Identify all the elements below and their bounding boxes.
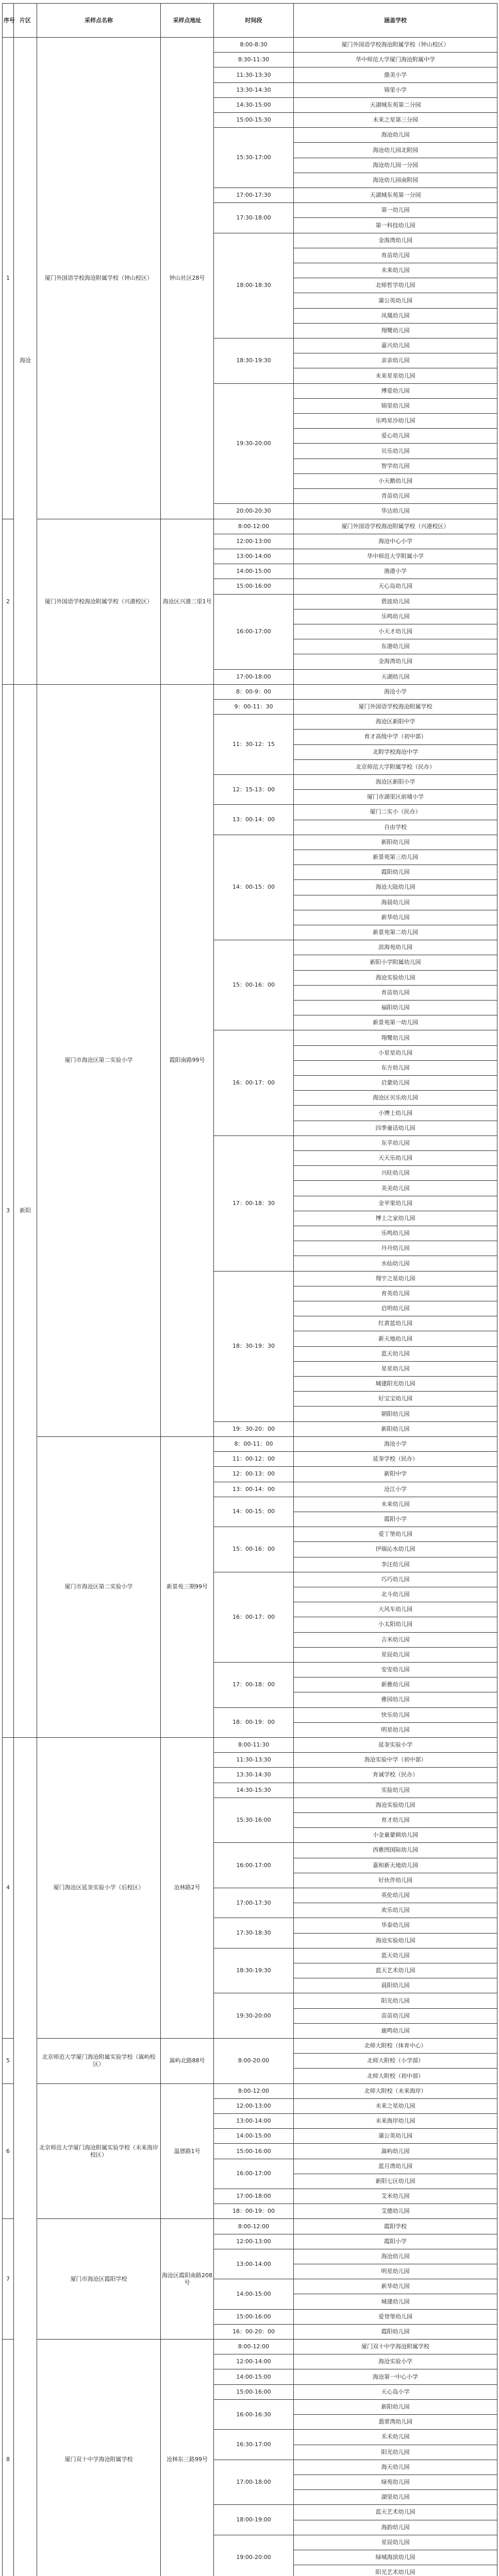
school-cell: 吉米幼儿园 [294, 1632, 497, 1647]
time-slot-cell: 8:00-11:30 [214, 1737, 294, 1752]
school-cell: 新华幼儿园 [294, 910, 497, 925]
row-number-cell: 6 [3, 2083, 14, 2219]
time-slot-cell: 17:30-18:30 [214, 1918, 294, 1948]
time-slot-cell: 13:00-14:00 [214, 549, 294, 564]
school-cell: 锦里小学 [294, 82, 497, 97]
school-cell: 华泰幼儿园 [294, 1918, 497, 1933]
school-cell: 新阳幼儿园 [294, 1421, 497, 1436]
school-cell: 快乐幼儿园 [294, 1707, 497, 1722]
school-cell: 好宝宝幼儿园 [294, 1392, 497, 1406]
time-slot-cell: 8:00-12:00 [214, 2083, 294, 2098]
table-row [3, 684, 497, 699]
time-slot-cell: 13:30-14:30 [214, 1768, 294, 1783]
school-cell: 蓝天艺术幼儿园 [294, 2505, 497, 2520]
school-cell: 水仙幼儿园 [294, 1256, 497, 1271]
time-slot-cell: 14:00-15:00 [214, 2369, 294, 2384]
time-slot-cell: 11：30-12：15 [214, 715, 294, 775]
school-cell: 新景苑第二幼儿园 [294, 925, 497, 940]
school-cell: 海沧幼儿园 [294, 128, 497, 143]
school-cell: 海沧实验幼儿园 [294, 1933, 497, 1948]
school-cell: 乐鸣幼儿园 [294, 609, 497, 624]
school-cell: 蒲公英幼儿园 [294, 293, 497, 308]
school-cell: 启蒙幼儿园 [294, 1076, 497, 1091]
school-cell: 海沧幼儿园南附园 [294, 173, 497, 188]
header-time: 时间段 [214, 4, 294, 38]
time-slot-cell: 16:00-17:00 [214, 1843, 294, 1888]
site-name-cell: 北京师范大学厦门海沧附属实验学校（未来海岸校区） [37, 2083, 161, 2219]
time-slot-cell: 17:00-17:30 [214, 1888, 294, 1918]
row-number-cell: 4 [3, 1737, 14, 2038]
header-site: 采样点名称 [37, 4, 161, 38]
school-cell: 小金童蒙顿幼儿园 [294, 1828, 497, 1843]
school-cell: 博爱幼儿园 [294, 383, 497, 398]
time-slot-cell: 15:00-16:00 [214, 579, 294, 594]
school-cell: 红黄蓝幼儿园 [294, 1316, 497, 1331]
time-slot-cell: 16:00-17:00 [214, 594, 294, 669]
school-cell: 嘉和新天地幼儿园 [294, 1858, 497, 1873]
time-slot-cell: 15:30-17:00 [214, 128, 294, 188]
time-slot-cell: 13：00-14：00 [214, 805, 294, 835]
header-district: 片区 [14, 4, 37, 38]
site-name-cell: 厦门市海沧区第二实验小学 [37, 1436, 161, 1737]
site-address-cell: 沧林路2号 [161, 1737, 214, 2038]
school-cell: 延奎学校（民办） [294, 1452, 497, 1467]
school-cell: 李汪幼儿园 [294, 1557, 497, 1572]
school-cell: 锦里幼儿园 [294, 398, 497, 413]
school-cell: 美美幼儿园 [294, 1181, 497, 1196]
school-cell: 福阳幼儿园 [294, 1001, 497, 1015]
district-cell: 新阳 [14, 684, 37, 1737]
school-cell: 霞阳小学 [294, 1512, 497, 1527]
time-slot-cell: 11:30-13:30 [214, 67, 294, 82]
school-cell: 贝乐幼儿园 [294, 444, 497, 459]
school-cell: 育才高级中学（初中部） [294, 730, 497, 744]
site-address-cell: 温厝路1号 [161, 2083, 214, 2219]
school-cell: 第一科技幼儿园 [294, 218, 497, 233]
site-address-cell: 沧林东三路99号 [161, 2340, 214, 2576]
time-slot-cell: 19:00-20:00 [214, 2535, 294, 2576]
school-cell: 星辰幼儿园 [294, 1647, 497, 1662]
school-cell: 阳光艺术幼儿园 [294, 2565, 497, 2576]
school-cell: 自由学校 [294, 820, 497, 835]
school-cell: 未来海岸幼儿园 [294, 2114, 497, 2129]
time-slot-cell: 12:00-13:00 [214, 534, 294, 549]
school-cell: 城建幼儿园 [294, 2294, 497, 2309]
school-cell: 绿城海滨幼儿园 [294, 2550, 497, 2565]
time-slot-cell: 8：00-11：00 [214, 1436, 294, 1451]
school-cell: 霞阳小学 [294, 2234, 497, 2249]
school-cell: 天湖幼儿园 [294, 669, 497, 684]
school-cell: 金海湾幼儿园 [294, 233, 497, 248]
time-slot-cell: 15：00-16：00 [214, 1527, 294, 1572]
school-cell: 海沧实验小学 [294, 2354, 497, 2369]
time-slot-cell: 18：00-19：00 [214, 2204, 294, 2219]
school-cell: 翔鹭幼儿园 [294, 1030, 497, 1045]
school-cell: 北附学校海沧中学 [294, 744, 497, 759]
time-slot-cell: 8:00-12:00 [214, 2219, 294, 2234]
school-cell: 育英幼儿园 [294, 1286, 497, 1301]
school-cell: 城建阳光幼儿园 [294, 1377, 497, 1392]
time-slot-cell: 12：15-13：00 [214, 774, 294, 804]
school-cell: 新阳幼儿园 [294, 835, 497, 850]
school-cell: 渔港小学 [294, 564, 497, 579]
school-cell: 延奎实验小学 [294, 1737, 497, 1752]
table-row [3, 1737, 497, 1752]
school-cell: 霞阳幼儿园 [294, 865, 497, 880]
time-slot-cell: 16：00-17：00 [214, 1572, 294, 1662]
time-slot-cell: 14：00-15：00 [214, 835, 294, 940]
school-cell: 新天地幼儿园 [294, 1331, 497, 1346]
school-cell: 海晨幼儿园 [294, 895, 497, 910]
site-name-cell: 北京师范大学厦门海沧附属实验学校（嵩屿校区） [37, 2039, 161, 2084]
site-address-cell: 嵩屿北路88号 [161, 2039, 214, 2084]
time-slot-cell: 8:30-11:30 [214, 53, 294, 67]
row-number-cell: 5 [3, 2039, 14, 2084]
time-slot-cell: 12:00-14:00 [214, 2354, 294, 2369]
time-slot-cell: 13:00-14:00 [214, 2249, 294, 2279]
school-cell: 天心岛幼儿园 [294, 579, 497, 594]
school-cell: 海沧区新阳中学 [294, 715, 497, 730]
site-name-cell: 厦门市海沧区霞阳学校 [37, 2219, 161, 2340]
school-cell: 海沧大陆幼儿园 [294, 880, 497, 895]
school-cell: 海沧第一中心小学 [294, 2369, 497, 2384]
school-cell: 欢乐幼儿园 [294, 1903, 497, 1918]
school-cell: 英伦幼儿园 [294, 1888, 497, 1903]
school-cell: 霞阳幼儿园 [294, 2324, 497, 2339]
school-cell: 小星星幼儿园 [294, 1045, 497, 1060]
site-name-cell: 厦门市海沧区第二实验小学 [37, 684, 161, 1436]
school-cell: 北师大附校（未来海岸） [294, 2083, 497, 2098]
school-cell: 博士之家幼儿园 [294, 1211, 497, 1226]
school-cell: 海沧中心小学 [294, 534, 497, 549]
school-cell: 翔宇之星幼儿园 [294, 1271, 497, 1286]
district-cell [14, 1737, 37, 2576]
school-cell: 艾德幼儿园 [294, 2204, 497, 2219]
school-cell: 小天才幼儿园 [294, 624, 497, 639]
school-cell: 海沧幼儿园 [294, 2249, 497, 2264]
school-cell: 北师大附校（小学部） [294, 2054, 497, 2069]
school-cell: 蓝天艺术幼儿园 [294, 1963, 497, 1978]
time-slot-cell: 18：30-19：30 [214, 1271, 294, 1421]
school-cell: 小博士幼儿园 [294, 1106, 497, 1121]
school-cell: 碧波幼儿园 [294, 594, 497, 609]
school-cell: 晨阳幼儿园 [294, 1978, 497, 1993]
school-cell: 未来星星幼儿园 [294, 368, 497, 383]
school-cell: 北师大附校（初中部） [294, 2069, 497, 2083]
time-slot-cell: 8:00-12:00 [214, 2340, 294, 2354]
school-cell: 嘉兴幼儿园 [294, 338, 497, 353]
time-slot-cell: 14:00-15:00 [214, 564, 294, 579]
school-cell: 大风车幼儿园 [294, 1602, 497, 1617]
time-slot-cell: 14：00-15：00 [214, 1497, 294, 1527]
school-cell: 爱心幼儿园 [294, 429, 497, 444]
school-cell: 北斗幼儿园 [294, 1587, 497, 1602]
school-cell: 未来幼儿园 [294, 1497, 497, 1512]
table-row [3, 2039, 497, 2054]
time-slot-cell: 8:00-8:30 [214, 38, 294, 53]
school-cell: 海沧区新阳小学 [294, 774, 497, 789]
school-cell: 海天幼儿园 [294, 2460, 497, 2475]
school-cell: 凤凰幼儿园 [294, 308, 497, 323]
school-cell: 湖里幼儿园 [294, 2490, 497, 2505]
school-cell: 天天乐幼儿园 [294, 1151, 497, 1166]
school-cell: 海沧小学 [294, 1436, 497, 1451]
school-cell: 雅园幼儿园 [294, 1692, 497, 1707]
time-slot-cell: 12:00-13:00 [214, 2234, 294, 2249]
school-cell: 翔鹭幼儿园 [294, 323, 497, 338]
school-cell: 阳光幼儿园 [294, 1993, 497, 2008]
time-slot-cell: 19:30-20:00 [214, 383, 294, 504]
time-slot-cell: 12：00-13：00 [214, 1467, 294, 1482]
school-cell: 绿苑幼儿园 [294, 2475, 497, 2489]
time-slot-cell: 11：00-12：00 [214, 1452, 294, 1467]
school-cell: 东港幼儿园 [294, 639, 497, 654]
school-cell: 巧巧幼儿园 [294, 1572, 497, 1587]
time-slot-cell: 16：00-17：00 [214, 1030, 294, 1136]
time-slot-cell: 16:30-17:00 [214, 2430, 294, 2460]
time-slot-cell: 18:00-18:30 [214, 233, 294, 338]
school-cell: 新阳幼儿园 [294, 2399, 497, 2414]
site-name-cell: 厦门外国语学校海沧附属学校（兴港校区） [37, 519, 161, 684]
time-slot-cell: 18:00-19:00 [214, 2505, 294, 2535]
school-cell: 丹丹幼儿园 [294, 1241, 497, 1256]
school-cell: 海沧区贝乐幼儿园 [294, 1091, 497, 1106]
school-cell: 苗苗幼儿园 [294, 2008, 497, 2023]
row-number-cell: 1 [3, 38, 14, 519]
school-cell: 海沧幼儿园北附园 [294, 143, 497, 158]
school-cell: 海沧小学 [294, 684, 497, 699]
time-slot-cell: 8：00-9：00 [214, 684, 294, 699]
school-cell: 育才幼儿园 [294, 1812, 497, 1827]
table-row [3, 1436, 497, 1451]
time-slot-cell: 15:00-16:00 [214, 2384, 294, 2399]
school-cell: 嵩屿幼儿园 [294, 2144, 497, 2159]
header-no: 序号 [3, 4, 14, 38]
school-cell: 阳光幼儿园 [294, 2445, 497, 2460]
header-school: 涵盖学校 [294, 4, 497, 38]
school-cell: 兴旺幼儿园 [294, 1166, 497, 1181]
school-cell: 好伙伴幼儿园 [294, 1873, 497, 1888]
time-slot-cell: 17:30-18:00 [214, 203, 294, 233]
time-slot-cell: 17:00-18:00 [214, 669, 294, 684]
row-number-cell: 2 [3, 519, 14, 684]
time-slot-cell: 11:30-13:30 [214, 1753, 294, 1768]
time-slot-cell: 15：00-16：00 [214, 940, 294, 1030]
school-cell: 未来之星第三分园 [294, 113, 497, 128]
school-cell: 明星幼儿园 [294, 2264, 497, 2279]
school-cell: 厦门外国语学校海沧附属学校 [294, 699, 497, 714]
school-cell: 海沧实验中学（初中部） [294, 1753, 497, 1768]
site-address-cell: 霞阳南路99号 [161, 684, 214, 1436]
school-cell: 东孚幼儿园 [294, 1136, 497, 1150]
school-cell: 海沧实验幼儿园 [294, 1798, 497, 1812]
school-cell: 华中师范大学厦门海沧附属中学 [294, 53, 497, 67]
sampling-schedule-table [2, 3, 497, 2576]
time-slot-cell: 9：00-11：30 [214, 699, 294, 714]
school-cell: 鹿鸣幼儿园 [294, 2023, 497, 2038]
school-cell: 新华幼儿园 [294, 2279, 497, 2294]
school-cell: 育苗幼儿园 [294, 985, 497, 1000]
school-cell: 新雅幼儿园 [294, 1677, 497, 1692]
time-slot-cell: 16:00-17:00 [214, 2159, 294, 2189]
row-number-cell: 7 [3, 2219, 14, 2340]
school-cell: 蓝天幼儿园 [294, 1948, 497, 1963]
school-cell: 北师哲学幼儿园 [294, 278, 497, 293]
school-cell: 安安幼儿园 [294, 1662, 497, 1677]
school-cell: 实验幼儿园 [294, 1783, 497, 1798]
school-cell: 爱丁堡幼儿园 [294, 1527, 497, 1542]
time-slot-cell: 15:00-16:00 [214, 2309, 294, 2324]
time-slot-cell: 20:00-20:30 [214, 504, 294, 519]
row-number-cell: 3 [3, 684, 14, 1737]
school-cell: 第一幼儿园 [294, 203, 497, 218]
site-address-cell: 新景苑三期99号 [161, 1436, 214, 1737]
school-cell: 禾禾幼儿园 [294, 2430, 497, 2445]
school-cell: 启明幼儿园 [294, 1301, 497, 1316]
site-address-cell: 钟山社区28号 [161, 38, 214, 519]
school-cell: 天心岛小学 [294, 2384, 497, 2399]
table-row [3, 38, 497, 53]
time-slot-cell: 15:30-16:00 [214, 1798, 294, 1843]
table-row [3, 2219, 497, 2234]
time-slot-cell: 16:00-16:30 [214, 2399, 294, 2429]
time-slot-cell: 14:00-15:00 [214, 2129, 294, 2144]
school-cell: 金苹果幼儿园 [294, 1196, 497, 1211]
school-cell: 海沧幼儿园一分园 [294, 158, 497, 173]
time-slot-cell: 19:30-20:00 [214, 1993, 294, 2039]
school-cell: 沧江小学 [294, 1482, 497, 1497]
school-cell: 蓝月湾幼儿园 [294, 2159, 497, 2174]
header-row [3, 4, 497, 38]
time-slot-cell: 14:30-15:00 [214, 97, 294, 112]
school-cell: 新阳小学附属幼儿园 [294, 955, 497, 970]
header-address: 采样点地址 [161, 4, 214, 38]
school-cell: 小太阳幼儿园 [294, 1617, 497, 1632]
school-cell: 厦门二实小（民办） [294, 805, 497, 820]
row-number-cell: 8 [3, 2340, 14, 2576]
time-slot-cell: 15:00-15:30 [214, 113, 294, 128]
time-slot-cell: 12:00-13:00 [214, 2098, 294, 2113]
school-cell: 育苗幼儿园 [294, 248, 497, 263]
school-cell: 朝阳幼儿园 [294, 1406, 497, 1421]
school-cell: 乐鸣星沙幼儿园 [294, 414, 497, 429]
time-slot-cell: 13：00-14：00 [214, 1482, 294, 1497]
time-slot-cell: 13:30-14:30 [214, 82, 294, 97]
school-cell: 小天鹅幼儿园 [294, 473, 497, 488]
school-cell: 育诚学校（民办） [294, 1768, 497, 1783]
school-cell: 厦门外国语学校海沧附属学校（兴港校区） [294, 519, 497, 534]
school-cell: 未来幼儿园 [294, 263, 497, 278]
time-slot-cell: 8:00-12:00 [214, 519, 294, 534]
school-cell: 乐鸣幼儿园 [294, 1226, 497, 1241]
time-slot-cell: 18:30-19:30 [214, 338, 294, 384]
school-cell: 厦门外国语学校海沧附属学校（钟山校区） [294, 38, 497, 53]
district-cell: 海沧 [14, 38, 37, 685]
school-cell: 蒲公英幼儿园 [294, 2129, 497, 2144]
site-name-cell: 厦门双十中学海沧附属学校 [37, 2340, 161, 2576]
school-cell: 厦门双十中学海沧附属学校 [294, 2340, 497, 2354]
time-slot-cell: 17：00-18：00 [214, 1662, 294, 1707]
school-cell: 星星幼儿园 [294, 1361, 497, 1376]
school-cell: 新阳中学 [294, 1467, 497, 1482]
time-slot-cell: 16：00-20：00 [214, 2324, 294, 2339]
site-name-cell: 厦门外国语学校海沧附属学校（钟山校区） [37, 38, 161, 519]
time-slot-cell: 18:30-19:30 [214, 1948, 294, 1993]
school-cell: 星辰幼儿园 [294, 2535, 497, 2550]
school-cell: 华中师范大学附属小学 [294, 549, 497, 564]
table-body [3, 38, 497, 2576]
time-slot-cell: 17:00-18:00 [214, 2460, 294, 2505]
school-cell: 金海湾幼儿园 [294, 654, 497, 669]
time-slot-cell: 14:00-15:00 [214, 2279, 294, 2309]
school-cell: 鼎美小学 [294, 67, 497, 82]
school-cell: 新阳七区幼儿园 [294, 2174, 497, 2189]
site-address-cell: 海沧区霞阳南路208号 [161, 2219, 214, 2340]
time-slot-cell: 17:00-17:30 [214, 188, 294, 203]
school-cell: 明星幼儿园 [294, 1722, 497, 1737]
time-slot-cell: 17:00-18:00 [214, 2189, 294, 2204]
school-cell: 海韵幼儿园 [294, 2520, 497, 2535]
site-name-cell: 厦门海沧区延奎实验小学（后校区） [37, 1737, 161, 2038]
table-row [3, 2083, 497, 2098]
school-cell: 智学幼儿园 [294, 459, 497, 473]
school-cell: 艾米幼儿园 [294, 2189, 497, 2204]
time-slot-cell: 13:00-14:00 [214, 2114, 294, 2129]
school-cell: 未来之星幼儿园 [294, 2098, 497, 2113]
school-cell: 北师大附校（体育中心） [294, 2039, 497, 2054]
table-row [3, 519, 497, 534]
school-cell: 新景苑第一幼儿园 [294, 1015, 497, 1030]
school-cell: 西雅图国际幼儿园 [294, 1843, 497, 1858]
school-cell: 翡翠湾幼儿园 [294, 2415, 497, 2430]
time-slot-cell: 18：00-19：00 [214, 1707, 294, 1737]
school-cell: 伊瑞沁水幼儿园 [294, 1542, 497, 1557]
time-slot-cell: 15:00-16:00 [214, 2144, 294, 2159]
school-cell: 蓝天幼儿园 [294, 1346, 497, 1361]
time-slot-cell: 14:30-15:30 [214, 1783, 294, 1798]
school-cell: 海沧实验幼儿园 [294, 970, 497, 985]
time-slot-cell: 17：00-18：30 [214, 1136, 294, 1271]
school-cell: 爱登堡幼儿园 [294, 2309, 497, 2324]
school-cell: 新景苑第三幼儿园 [294, 850, 497, 865]
school-cell: 天湖城东苑第二分园 [294, 97, 497, 112]
time-slot-cell: 19：30-20：00 [214, 1421, 294, 1436]
school-cell: 亲亲幼儿园 [294, 353, 497, 368]
school-cell: 华达幼儿园 [294, 504, 497, 519]
time-slot-cell: 8:00-20:00 [214, 2039, 294, 2084]
school-cell: 厦门市湖里区前埔小学 [294, 790, 497, 805]
school-cell: 东方幼儿园 [294, 1060, 497, 1075]
school-cell: 滨海苑幼儿园 [294, 940, 497, 955]
school-cell: 北京师范大学附属学校（民办） [294, 759, 497, 774]
site-address-cell: 海沧区兴港二里1号 [161, 519, 214, 684]
school-cell: 霞阳学校 [294, 2219, 497, 2234]
school-cell: 青苗幼儿园 [294, 489, 497, 504]
school-cell: 天湖城东苑第一分园 [294, 188, 497, 203]
school-cell: 四季童话幼儿园 [294, 1121, 497, 1136]
table-row [3, 2340, 497, 2354]
